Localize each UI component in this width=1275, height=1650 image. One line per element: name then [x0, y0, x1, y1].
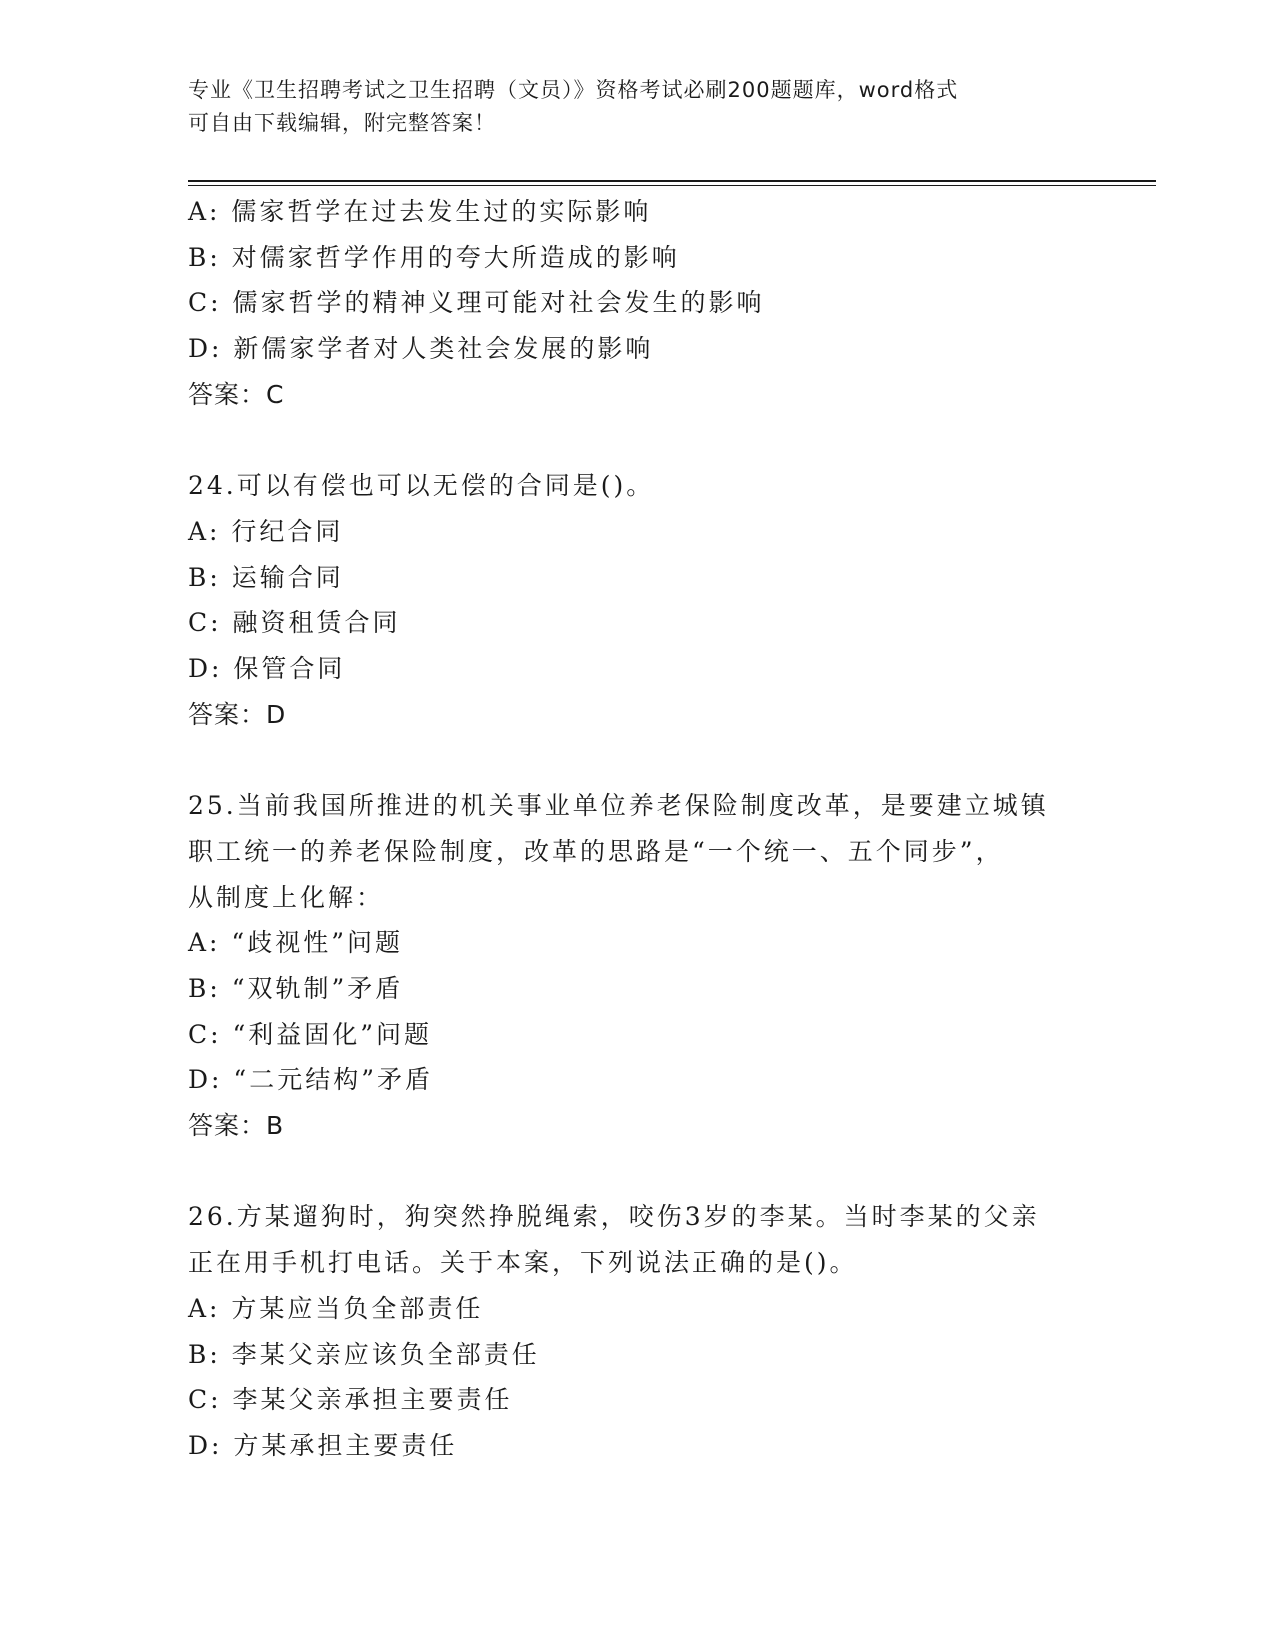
option-c: C: 李某父亲承担主要责任 [188, 1385, 513, 1415]
answer: 答案：B [188, 1111, 285, 1141]
spacer [188, 737, 1088, 783]
option-c: C: “利益固化”问题 [188, 1019, 433, 1049]
option-d: D: 新儒家学者对人类社会发展的影响 [188, 334, 654, 364]
question-25 [188, 783, 1088, 1149]
spacer [188, 1149, 1088, 1195]
option-b: B: 运输合同 [188, 562, 344, 592]
option-d: D: 方某承担主要责任 [188, 1430, 458, 1460]
answer: 答案：C [188, 379, 285, 409]
spacer [188, 418, 1088, 464]
header-line-2: 可自由下载编辑，附完整答案！ [188, 111, 496, 135]
option-b: B: 对儒家哲学作用的夸大所造成的影响 [188, 242, 680, 272]
question-stem-line-2: 职工统一的养老保险制度，改革的思路是“一个统一、五个同步”， [188, 836, 1004, 866]
question-stem-line-2: 正在用手机打电话。关于本案，下列说法正确的是()。 [188, 1248, 858, 1278]
option-a: A: 儒家哲学在过去发生过的实际影响 [188, 197, 652, 226]
option-b: B: 李某父亲应该负全部责任 [188, 1339, 540, 1369]
option-c: C: 儒家哲学的精神义理可能对社会发生的影响 [188, 288, 765, 318]
header-line-1: 专业《卫生招聘考试之卫生招聘（文员）》资格考试必刷200题题库，word格式 [188, 78, 959, 102]
option-d: D: “二元结构”矛盾 [188, 1065, 433, 1095]
option-a: A: “歧视性”问题 [188, 928, 403, 958]
option-b: B: “双轨制”矛盾 [188, 973, 404, 1003]
question-26 [188, 1194, 1088, 1468]
document-body [188, 189, 1088, 1469]
option-d: D: 保管合同 [188, 654, 346, 684]
header-rule-thick [188, 180, 1156, 182]
question-stem-line-1: 26.方某遛狗时，狗突然挣脱绳索，咬伤3岁的李某。当时李某的父亲 [188, 1202, 1040, 1232]
answer: 答案：D [188, 699, 287, 729]
option-a: A: 行纪合同 [188, 516, 344, 546]
header-rule-thin [188, 185, 1156, 186]
option-a: A: 方某应当负全部责任 [188, 1293, 484, 1323]
option-c: C: 融资租赁合同 [188, 608, 401, 638]
question-24 [188, 463, 1088, 737]
document-header [188, 74, 1068, 140]
question-stem: 24.可以有偿也可以无偿的合同是()。 [188, 471, 655, 501]
question-stem-line-3: 从制度上化解： [188, 882, 385, 912]
question-23 [188, 189, 1088, 418]
question-stem-line-1: 25.当前我国所推进的机关事业单位养老保险制度改革，是要建立城镇 [188, 791, 1049, 821]
